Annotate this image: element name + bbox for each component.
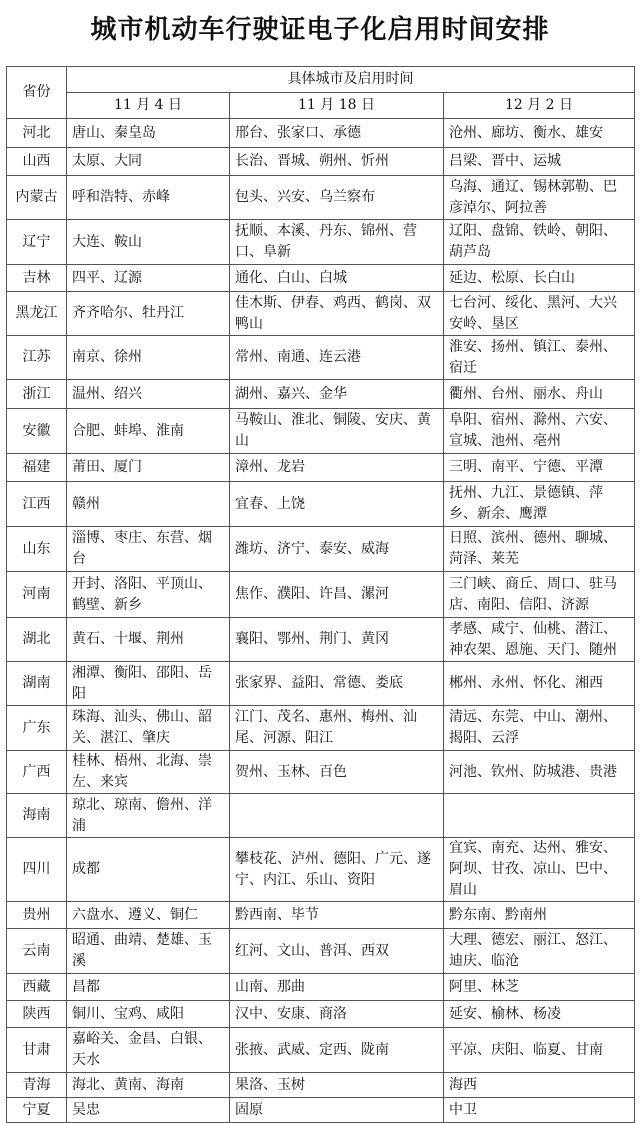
province-cell: 山东 — [7, 527, 67, 572]
cities-dec2-cell: 孝感、咸宁、仙桃、潜江、神农架、恩施、天门、随州 — [444, 618, 635, 662]
cities-dec2-cell: 郴州、永州、怀化、湘西 — [444, 662, 635, 706]
table-row — [7, 662, 635, 706]
cities-dec2-cell: 河池、钦州、防城港、贵港 — [444, 751, 635, 794]
table-row — [7, 1098, 635, 1123]
table-row — [7, 336, 635, 380]
table-row — [7, 482, 635, 527]
date-header-2: 11 月 18 日 — [230, 93, 444, 119]
table-row — [7, 1028, 635, 1073]
cities-nov4-cell: 海北、黄南、海南 — [67, 1073, 230, 1098]
cities-dec2-cell — [444, 794, 635, 838]
cities-nov18-cell: 张家界、益阳、常德、娄底 — [230, 662, 444, 706]
cities-dec2-cell: 宜宾、南充、达州、雅安、阿坝、甘孜、凉山、巴中、眉山 — [444, 838, 635, 902]
cities-nov18-cell — [230, 794, 444, 838]
cities-nov18-cell: 山南、那曲 — [230, 974, 444, 1001]
cities-nov4-cell: 六盘水、遵义、铜仁 — [67, 902, 230, 929]
cities-dec2-cell: 七台河、绥化、黑河、大兴安岭、垦区 — [444, 292, 635, 336]
table-row — [7, 220, 635, 265]
table-row — [7, 265, 635, 292]
header-row-group — [7, 67, 635, 93]
province-cell: 黑龙江 — [7, 292, 67, 336]
cities-nov4-cell: 温州、绍兴 — [67, 380, 230, 409]
table-row — [7, 618, 635, 662]
cities-dec2-cell: 延边、松原、长白山 — [444, 265, 635, 292]
province-cell: 内蒙古 — [7, 176, 67, 220]
cities-nov4-cell: 黄石、十堰、荆州 — [67, 618, 230, 662]
cities-nov4-cell: 桂林、梧州、北海、崇左、来宾 — [67, 751, 230, 794]
cities-nov4-cell: 铜川、宝鸡、咸阳 — [67, 1001, 230, 1028]
cities-nov18-cell: 江门、茂名、惠州、梅州、汕尾、河源、阳江 — [230, 706, 444, 751]
cities-dec2-cell: 吕梁、晋中、运城 — [444, 148, 635, 176]
table-body — [7, 119, 635, 1123]
province-cell: 贵州 — [7, 902, 67, 929]
table-row — [7, 572, 635, 618]
table-row — [7, 706, 635, 751]
cities-nov4-cell: 湘潭、衡阳、邵阳、岳阳 — [67, 662, 230, 706]
cities-nov4-cell: 合肥、蚌埠、淮南 — [67, 409, 230, 454]
province-cell: 安徽 — [7, 409, 67, 454]
cities-nov18-cell: 宜春、上饶 — [230, 482, 444, 527]
province-cell: 江苏 — [7, 336, 67, 380]
table-row — [7, 902, 635, 929]
table-row — [7, 1073, 635, 1098]
table-row — [7, 838, 635, 902]
table-row — [7, 527, 635, 572]
province-cell: 云南 — [7, 929, 67, 974]
date-header-1: 11 月 4 日 — [67, 93, 230, 119]
cities-nov18-cell: 攀枝花、泸州、德阳、广元、遂宁、内江、乐山、资阳 — [230, 838, 444, 902]
table-row — [7, 974, 635, 1001]
cities-nov18-cell: 焦作、濮阳、许昌、漯河 — [230, 572, 444, 618]
cities-dec2-cell: 延安、榆林、杨凌 — [444, 1001, 635, 1028]
province-cell: 河南 — [7, 572, 67, 618]
table-row — [7, 454, 635, 482]
cities-nov18-cell: 黔西南、毕节 — [230, 902, 444, 929]
cities-nov4-cell: 呼和浩特、赤峰 — [67, 176, 230, 220]
table-row — [7, 119, 635, 148]
cities-nov18-cell: 马鞍山、淮北、铜陵、安庆、黄山 — [230, 409, 444, 454]
cities-nov4-cell: 琼北、琼南、儋州、洋浦 — [67, 794, 230, 838]
table-row — [7, 176, 635, 220]
cities-nov18-cell: 张掖、武威、定西、陇南 — [230, 1028, 444, 1073]
cities-dec2-cell: 大理、德宏、丽江、怒江、迪庆、临沧 — [444, 929, 635, 974]
province-cell: 青海 — [7, 1073, 67, 1098]
province-cell: 甘肃 — [7, 1028, 67, 1073]
province-cell: 宁夏 — [7, 1098, 67, 1123]
date-header-3: 12 月 2 日 — [444, 93, 635, 119]
cities-dec2-cell: 平凉、庆阳、临夏、甘南 — [444, 1028, 635, 1073]
cities-nov18-cell: 红河、文山、普洱、西双 — [230, 929, 444, 974]
cities-nov4-cell: 淄博、枣庄、东营、烟台 — [67, 527, 230, 572]
province-cell: 四川 — [7, 838, 67, 902]
cities-dec2-cell: 乌海、通辽、锡林郭勒、巴彦淖尔、阿拉善 — [444, 176, 635, 220]
cities-nov18-cell: 漳州、龙岩 — [230, 454, 444, 482]
province-cell: 江西 — [7, 482, 67, 527]
cities-dec2-cell: 中卫 — [444, 1098, 635, 1123]
cities-dec2-cell: 阿里、林芝 — [444, 974, 635, 1001]
cities-nov4-cell: 赣州 — [67, 482, 230, 527]
cities-nov18-cell: 包头、兴安、乌兰察布 — [230, 176, 444, 220]
cities-nov18-cell: 湖州、嘉兴、金华 — [230, 380, 444, 409]
cities-nov4-cell: 四平、辽源 — [67, 265, 230, 292]
cities-nov4-cell: 昌都 — [67, 974, 230, 1001]
city-group-header: 具体城市及启用时间 — [67, 67, 635, 93]
cities-nov4-cell: 开封、洛阳、平顶山、鹤壁、新乡 — [67, 572, 230, 618]
cities-nov4-cell: 唐山、秦皇岛 — [67, 119, 230, 148]
table-row — [7, 409, 635, 454]
province-cell: 湖南 — [7, 662, 67, 706]
province-column-header: 省份 — [7, 67, 67, 119]
cities-nov18-cell: 固原 — [230, 1098, 444, 1123]
cities-dec2-cell: 三明、南平、宁德、平潭 — [444, 454, 635, 482]
cities-nov4-cell: 南京、徐州 — [67, 336, 230, 380]
cities-nov4-cell: 莆田、厦门 — [67, 454, 230, 482]
cities-nov4-cell: 吴忠 — [67, 1098, 230, 1123]
cities-dec2-cell: 清远、东莞、中山、潮州、揭阳、云浮 — [444, 706, 635, 751]
table-row — [7, 751, 635, 794]
province-cell: 广西 — [7, 751, 67, 794]
table-row — [7, 794, 635, 838]
schedule-table — [6, 66, 635, 1123]
province-cell: 吉林 — [7, 265, 67, 292]
cities-nov4-cell: 嘉峪关、金昌、白银、天水 — [67, 1028, 230, 1073]
cities-nov4-cell: 齐齐哈尔、牡丹江 — [67, 292, 230, 336]
cities-nov18-cell: 通化、白山、白城 — [230, 265, 444, 292]
cities-nov18-cell: 长治、晋城、朔州、忻州 — [230, 148, 444, 176]
cities-dec2-cell: 黔东南、黔南州 — [444, 902, 635, 929]
province-cell: 陕西 — [7, 1001, 67, 1028]
page-title: 城市机动车行驶证电子化启用时间安排 — [90, 15, 550, 45]
cities-dec2-cell: 淮安、扬州、镇江、泰州、宿迁 — [444, 336, 635, 380]
cities-nov18-cell: 潍坊、济宁、泰安、威海 — [230, 527, 444, 572]
cities-nov18-cell: 贺州、玉林、百色 — [230, 751, 444, 794]
province-cell: 辽宁 — [7, 220, 67, 265]
cities-nov18-cell: 抚顺、本溪、丹东、锦州、营口、阜新 — [230, 220, 444, 265]
cities-dec2-cell: 抚州、九江、景德镇、萍乡、新余、鹰潭 — [444, 482, 635, 527]
province-cell: 湖北 — [7, 618, 67, 662]
cities-nov18-cell: 襄阳、鄂州、荆门、黄冈 — [230, 618, 444, 662]
province-cell: 西藏 — [7, 974, 67, 1001]
province-cell: 广东 — [7, 706, 67, 751]
cities-nov4-cell: 大连、鞍山 — [67, 220, 230, 265]
cities-dec2-cell: 阜阳、宿州、滁州、六安、宣城、池州、亳州 — [444, 409, 635, 454]
province-cell: 河北 — [7, 119, 67, 148]
cities-nov18-cell: 果洛、玉树 — [230, 1073, 444, 1098]
table-row — [7, 1001, 635, 1028]
province-cell: 海南 — [7, 794, 67, 838]
cities-dec2-cell: 海西 — [444, 1073, 635, 1098]
cities-nov18-cell: 汉中、安康、商洛 — [230, 1001, 444, 1028]
cities-nov4-cell: 珠海、汕头、佛山、韶关、湛江、肇庆 — [67, 706, 230, 751]
province-cell: 浙江 — [7, 380, 67, 409]
cities-dec2-cell: 辽阳、盘锦、铁岭、朝阳、葫芦岛 — [444, 220, 635, 265]
cities-nov18-cell: 佳木斯、伊春、鸡西、鹤岗、双鸭山 — [230, 292, 444, 336]
table-row — [7, 292, 635, 336]
cities-nov18-cell: 常州、南通、连云港 — [230, 336, 444, 380]
header-row-dates — [7, 93, 635, 119]
province-cell: 福建 — [7, 454, 67, 482]
cities-nov4-cell: 太原、大同 — [67, 148, 230, 176]
cities-nov18-cell: 邢台、张家口、承德 — [230, 119, 444, 148]
table-row — [7, 148, 635, 176]
table-row — [7, 380, 635, 409]
cities-dec2-cell: 沧州、廊坊、衡水、雄安 — [444, 119, 635, 148]
cities-dec2-cell: 三门峡、商丘、周口、驻马店、南阳、信阳、济源 — [444, 572, 635, 618]
cities-dec2-cell: 衢州、台州、丽水、舟山 — [444, 380, 635, 409]
cities-nov4-cell: 成都 — [67, 838, 230, 902]
province-cell: 山西 — [7, 148, 67, 176]
cities-nov4-cell: 昭通、曲靖、楚雄、玉溪 — [67, 929, 230, 974]
cities-dec2-cell: 日照、滨州、德州、聊城、菏泽、莱芜 — [444, 527, 635, 572]
table-row — [7, 929, 635, 974]
